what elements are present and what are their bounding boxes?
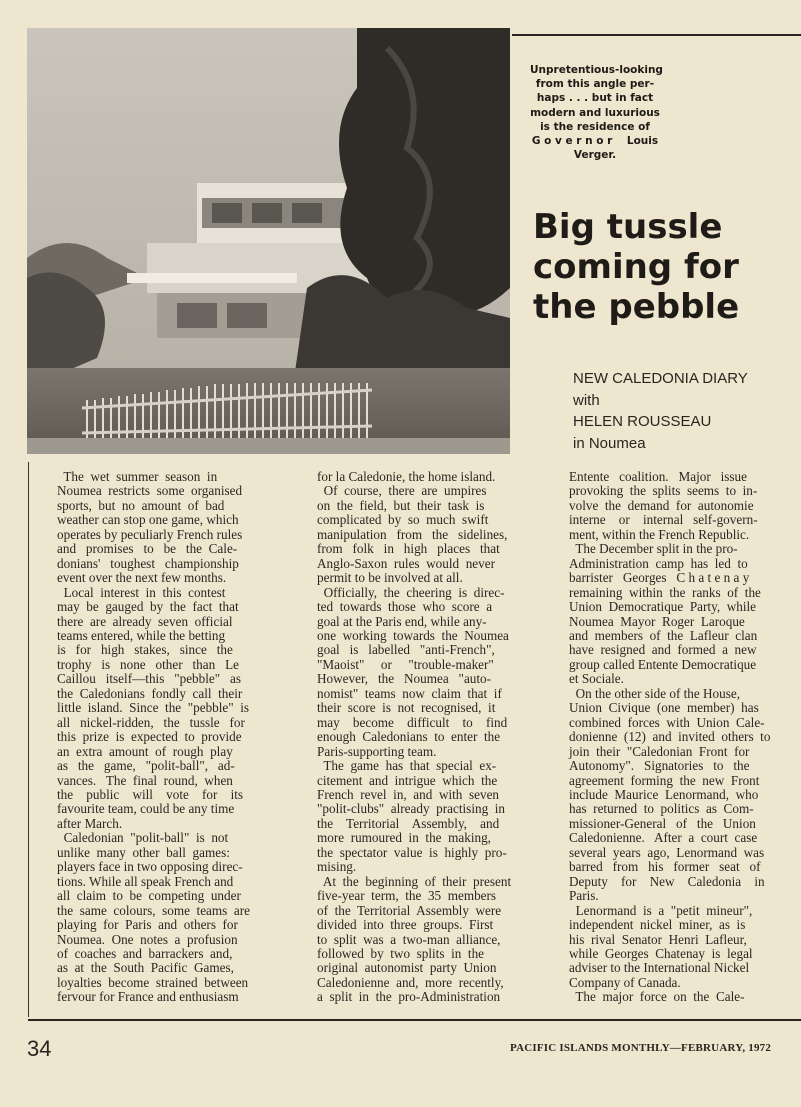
body-text-line: is for high stakes, since the: [57, 642, 233, 658]
body-text-line: of coaches and barrackers and,: [57, 945, 233, 961]
body-text-line: group called Entente Democratique: [569, 656, 757, 672]
body-text-line: "Maoist" or "trouble-maker": [317, 656, 494, 672]
body-text-line: On the other side of the House,: [569, 685, 741, 701]
caption-line: Unpretentious-looking: [530, 64, 663, 76]
body-text-line: ted towards those who score a: [317, 599, 493, 615]
body-text-line: Noumea Mayor Roger Laroque: [569, 613, 745, 629]
body-text-line: weather can stop one game, which: [57, 512, 239, 528]
byline-line: HELEN ROUSSEAU: [573, 413, 712, 430]
body-text-line: trophy is none other than Le: [57, 656, 240, 672]
body-text-line: manipulation from the sidelines,: [317, 526, 508, 542]
body-text-line: the same colours, some teams are: [57, 902, 250, 918]
body-text-line: there are already seven official: [57, 613, 233, 629]
body-text-line: barrister Georges C h a t e n a y: [569, 570, 750, 586]
body-text-line: all claim to be competing under: [57, 888, 241, 904]
body-text-line: teams entered, while the betting: [57, 627, 226, 643]
caption-line: Verger.: [573, 149, 617, 162]
body-text-line: playing for Paris and others for: [57, 917, 238, 933]
body-text-line: donians' toughest championship: [57, 555, 239, 571]
body-text-line: operates by peculiarly French rules: [57, 526, 243, 542]
body-text-line: goal at the Paris end, while any-: [317, 613, 487, 629]
body-text-line: Anglo-Saxon rules would never: [317, 555, 495, 571]
body-text-line: French revel in, and with seven: [317, 786, 500, 802]
body-text-line: goal is labelled "anti-French",: [317, 642, 495, 658]
body-column-3: [569, 470, 794, 1005]
body-text-line: the Caledonians fondly call their: [57, 685, 243, 701]
body-text-line: this prize is expected to provide: [57, 729, 242, 745]
body-text-line: five-year term, the 35 members: [317, 888, 497, 904]
body-text-line: combined forces with Union Cale-: [569, 714, 765, 730]
caption-line: G o v e r n o r Louis: [531, 135, 659, 148]
body-text-line: unlike many other ball games:: [57, 844, 230, 860]
body-text-line: all nickel-ridden, the tussle for: [57, 714, 245, 730]
body-text-line: independent nickel miner, as is: [569, 917, 746, 933]
body-text-line: permit to be involved at all.: [317, 570, 463, 586]
body-text-line: vances. The final round, when: [57, 772, 233, 788]
body-text-line: nomist" teams now claim that if: [317, 685, 502, 701]
photo-caption: [530, 63, 663, 162]
body-text-line: the public will vote for its: [57, 786, 244, 802]
body-text-line: on the field, but their task is: [317, 497, 485, 513]
body-text-line: fervour for France and enthusiasm: [57, 989, 239, 1005]
caption-line: haps . . . but in fact: [536, 92, 654, 105]
body-text-line: may be gauged by the fact that: [57, 599, 239, 615]
body-text-line: Caledonienne. After a court case: [569, 830, 758, 846]
article-byline: [573, 368, 773, 454]
body-text-line: a split in the pro-Administration: [317, 989, 501, 1005]
body-text-line: The December split in the pro-: [569, 541, 738, 557]
body-text-line: loyalties become strained between: [57, 974, 249, 990]
body-text-line: agreement forming the new Front: [569, 772, 760, 788]
residence-photo-image: [27, 28, 510, 454]
headline-line: the pebble: [533, 287, 740, 327]
header-rule: [512, 34, 801, 36]
caption-line: from this angle per-: [535, 78, 655, 91]
body-text-line: an extra amount of rough play: [57, 743, 233, 759]
body-text-line: Administration camp has led to: [569, 555, 748, 571]
body-text-line: Entente coalition. Major issue: [569, 469, 747, 484]
residence-photo: [27, 28, 510, 454]
body-text-line: the Territorial Assembly, and: [317, 815, 500, 831]
body-text-line: have resigned and formed a new: [569, 642, 757, 658]
body-text-line: Caillou itself—this "pebble" as: [57, 671, 242, 687]
body-text-line: players face in two opposing direc-: [57, 859, 243, 875]
footer-rule: [28, 1019, 801, 1021]
body-text-line: and promises to be the Cale-: [57, 541, 238, 557]
caption-line: modern and luxurious: [530, 106, 660, 119]
body-text-line: from folk in high places that: [317, 541, 500, 557]
body-text-line: volve the demand for autonomie: [569, 497, 754, 513]
body-text-line: for la Caledonie, the home island.: [317, 469, 496, 484]
body-text-line: to split was a two-man alliance,: [317, 931, 501, 947]
body-text-line: However, the Noumea "auto-: [317, 671, 492, 687]
headline-line: Big tussle: [533, 207, 723, 247]
body-text-line: Paris-supporting team.: [317, 743, 437, 759]
caption-line: is the residence of: [540, 120, 650, 133]
body-text-line: join their "Caledonian Front for: [569, 743, 750, 759]
body-text-line: Paris.: [569, 888, 599, 904]
body-text-line: divided into three groups. First: [317, 917, 494, 933]
body-text-line: citement and intrigue which the: [317, 772, 498, 788]
body-text-line: Officially, the cheering is direc-: [317, 584, 505, 600]
page-number: 34: [27, 1036, 52, 1061]
body-text-line: At the beginning of their present: [317, 873, 512, 889]
body-text-line: adviser to the International Nickel: [569, 960, 750, 976]
body-text-line: The wet summer season in: [57, 469, 218, 484]
body-text-line: has returned to politics as Com-: [569, 801, 754, 817]
running-footer: PACIFIC ISLANDS MONTHLY—FEBRUARY, 1972: [510, 1042, 772, 1054]
body-text-line: sports, but no amount of bad: [57, 497, 225, 513]
body-text-line: original autonomist party Union: [317, 960, 497, 976]
body-text-line: Caledonienne and, more recently,: [317, 974, 504, 990]
body-text-line: The major force on the Cale-: [569, 989, 745, 1005]
body-text-line: missioner-General of the Union: [569, 815, 756, 831]
body-text-line: provoking the splits seems to in-: [569, 483, 758, 499]
body-text-line: followed by two splits in the: [317, 945, 485, 961]
body-text-line: the spectator value is highly pro-: [317, 844, 507, 860]
byline-line: with: [573, 391, 600, 409]
body-text-line: and members of the Lafleur clan: [569, 627, 758, 643]
body-column-1: [57, 470, 289, 1005]
body-text-line: one working towards the Noumea: [317, 627, 509, 643]
body-text-line: Deputy for New Caledonia in: [569, 873, 765, 889]
body-text-line: Union Civique (one member) has: [569, 700, 759, 716]
headline-line: coming for: [533, 247, 739, 287]
left-margin-rule: [28, 462, 29, 1017]
body-text-line: after March.: [57, 815, 123, 831]
body-text-line: several years ago, Lenormand was: [569, 844, 765, 860]
body-text-line: Of course, there are umpires: [317, 483, 487, 499]
body-text-line: little island. Since the "pebble" is: [57, 700, 250, 716]
body-text-line: Noumea. One notes a profusion: [57, 931, 238, 947]
body-column-2: [317, 470, 544, 1005]
body-text-line: et Sociale.: [569, 671, 624, 687]
body-text-line: as the game, "polit-ball", ad-: [57, 758, 235, 774]
body-text-line: Union Democratique Party, while: [569, 599, 757, 615]
body-text-line: his rival Senator Henri Lafleur,: [569, 931, 747, 947]
body-text-line: Lenormand is a "petit mineur",: [569, 902, 753, 918]
body-text-line: of the Territorial Assembly were: [317, 902, 502, 918]
byline-line: NEW CALEDONIA DIARY: [573, 370, 748, 387]
body-text-line: favourite team, could be any time: [57, 801, 235, 817]
body-text-line: Local interest in this contest: [57, 584, 226, 600]
body-text-line: Company of Canada.: [569, 974, 681, 990]
body-text-line: ment, within the French Republic.: [569, 526, 750, 542]
body-text-line: tions. While all speak French and: [57, 873, 234, 889]
body-text-line: while Georges Chatenay is legal: [569, 945, 753, 961]
body-text-line: donienne (12) and invited others to: [569, 729, 771, 745]
article-headline: [533, 207, 793, 327]
body-text-line: include Maurice Lenormand, who: [569, 786, 759, 802]
body-text-line: enough Caledonians to enter the: [317, 729, 501, 745]
body-text-line: as at the South Pacific Games,: [57, 960, 234, 976]
body-text-line: The game has that special ex-: [317, 758, 497, 774]
body-text-line: event over the next few months.: [57, 570, 227, 586]
body-text-line: interne or internal self-govern-: [569, 512, 758, 528]
body-text-line: Autonomy". Signatories to the: [569, 758, 750, 774]
body-text-line: more rumoured in the making,: [317, 830, 491, 846]
byline-line: in Noumea: [573, 434, 646, 452]
body-text-line: Caledonian "polit-ball" is not: [57, 830, 229, 846]
body-text-line: complicated by so much swift: [317, 512, 489, 528]
body-text-line: remaining within the ranks of the: [569, 584, 761, 600]
body-text-line: barred from his former seat of: [569, 859, 761, 875]
body-text-line: "polit-clubs" already practising in: [317, 801, 506, 817]
body-text-line: Noumea restricts some organised: [57, 483, 243, 499]
body-text-line: may become difficult to find: [317, 714, 508, 730]
body-text-line: mising.: [317, 859, 357, 875]
body-text-line: their score is not recognised, it: [317, 700, 496, 716]
